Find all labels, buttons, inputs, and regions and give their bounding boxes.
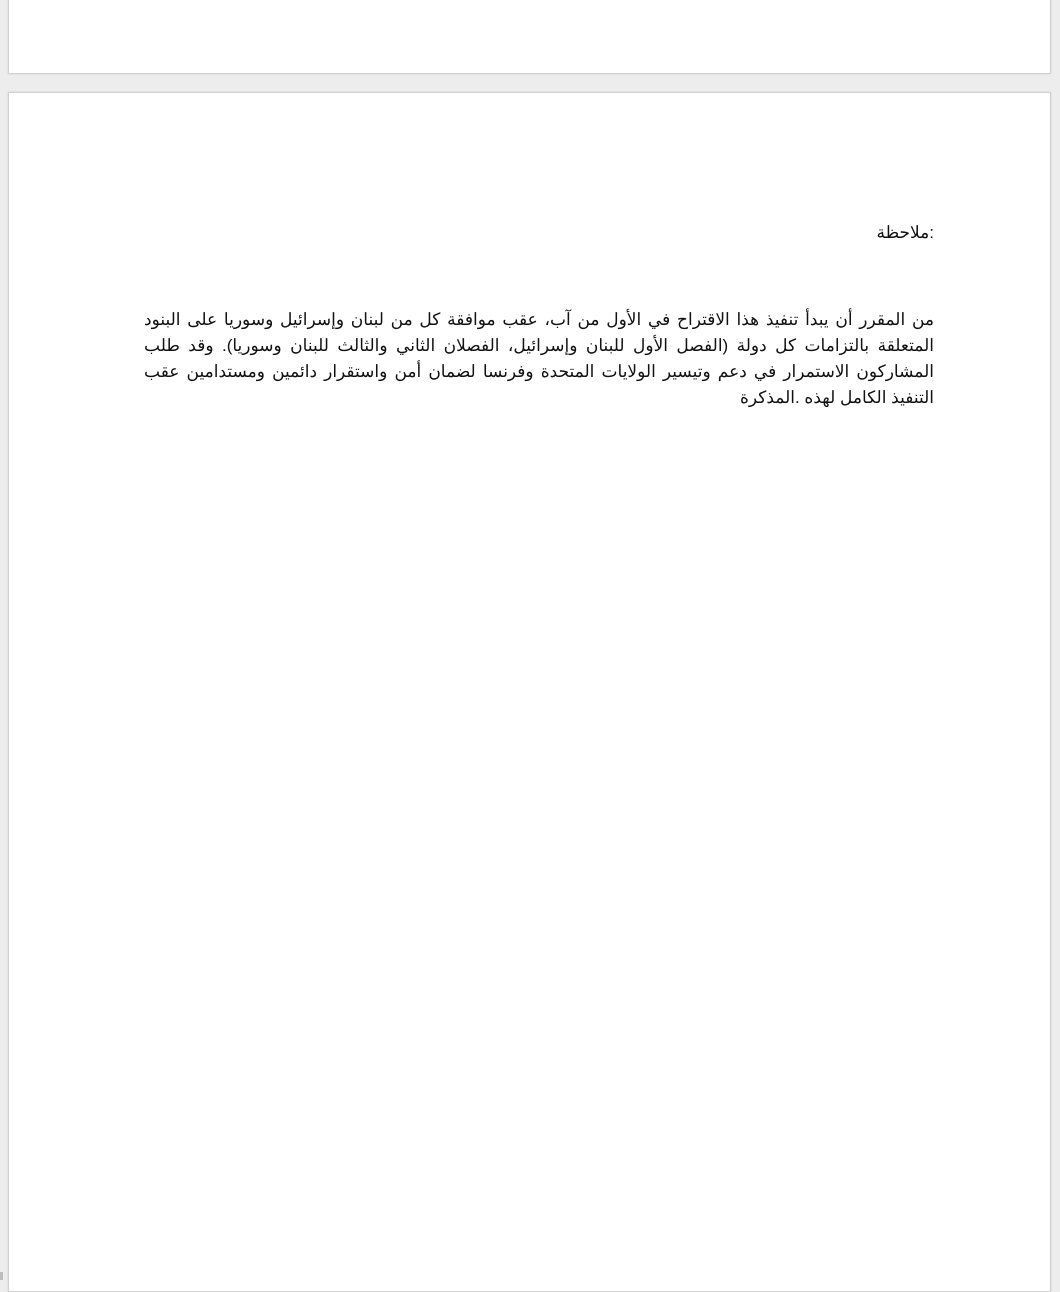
document-page — [8, 92, 1051, 1292]
scroll-edge-marker — [0, 1272, 3, 1280]
note-heading: :ملاحظة — [876, 223, 934, 242]
note-paragraph: من المقرر أن يبدأ تنفيذ هذا الاقتراح في الأول من آب، عقب موافقة كل من لبنان وإسرائيل وسوريا على البنود المتعلقة بالتزامات كل دولة (الفصل الأول للبنان وإسرائيل، الفصلان الثاني والثالث للبنان وسوريا). وقد طلب المشاركون الاستمرار في دعم وتيسير الولايات المتحدة وفرنسا لضمان أمن واستقرار دائمين ومستدامين عقب التنفيذ الكامل لهذه .المذكرة — [144, 310, 934, 407]
previous-page — [8, 0, 1051, 74]
